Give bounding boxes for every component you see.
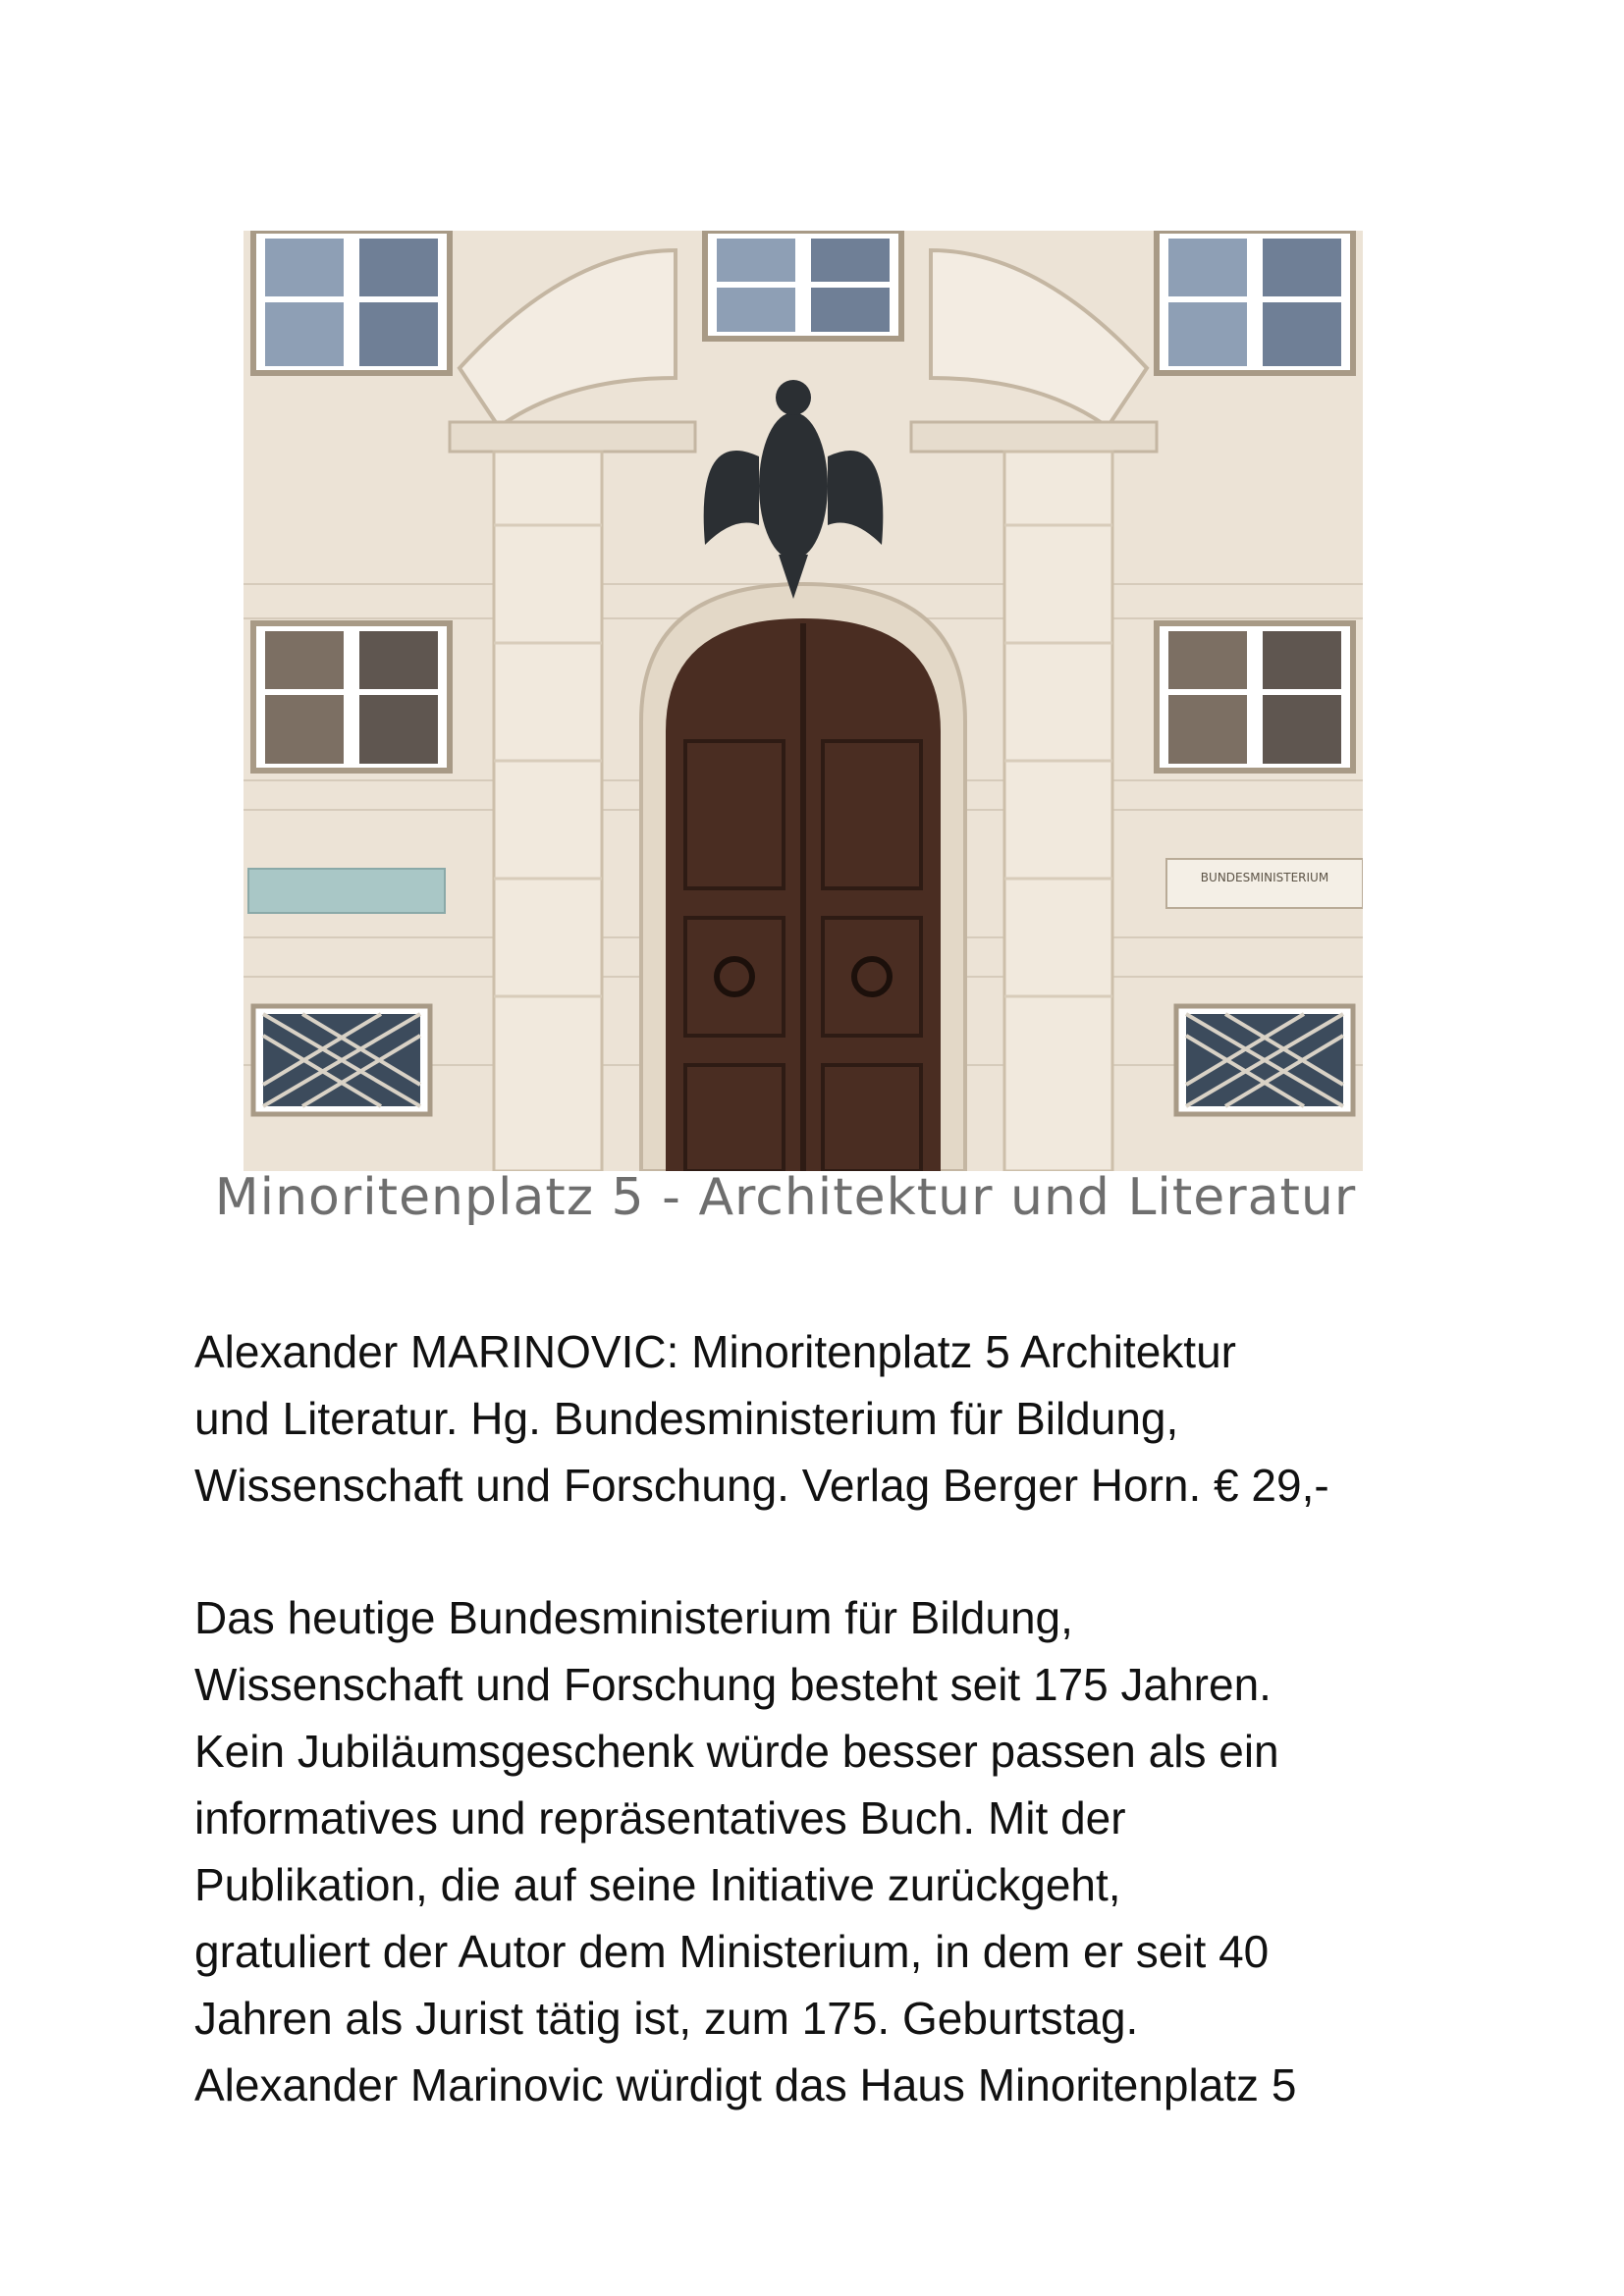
paragraph-line: gratuliert der Autor dem Ministerium, in dem er seit 40 xyxy=(194,1926,1270,1977)
plaque-text: BUNDESMINISTERIUM xyxy=(1200,871,1329,884)
citation-line: Alexander MARINOVIC: Minoritenplatz 5 Architektur xyxy=(194,1326,1236,1377)
citation-line: Wissenschaft und Forschung. Verlag Berger Horn. € 29,- xyxy=(194,1460,1329,1511)
paragraph-line: Wissenschaft und Forschung besteht seit 175 Jahren. xyxy=(194,1659,1272,1710)
cover-caption: Minoritenplatz 5 - Architektur und Literatur xyxy=(214,1168,1357,1227)
paragraph-line: Das heutige Bundesministerium für Bildung, xyxy=(194,1592,1073,1643)
citation-line: und Literatur. Hg. Bundesministerium für Bildung, xyxy=(194,1393,1179,1444)
review-paragraph xyxy=(194,1584,1471,2118)
paragraph-line: Kein Jubiläumsgeschenk würde besser passen als ein xyxy=(194,1726,1279,1777)
paragraph-line: Publikation, die auf seine Initiative zurückgeht, xyxy=(194,1859,1121,1910)
book-cover xyxy=(196,231,1375,1256)
building-facade-photo xyxy=(244,231,1363,1171)
paragraph-line: Alexander Marinovic würdigt das Haus Minoritenplatz 5 xyxy=(194,2059,1297,2110)
paragraph-line: informatives und repräsentatives Buch. Mit der xyxy=(194,1792,1126,1843)
book-citation xyxy=(194,1318,1471,1519)
paragraph-line: Jahren als Jurist tätig ist, zum 175. Geburtstag. xyxy=(194,1993,1139,2044)
